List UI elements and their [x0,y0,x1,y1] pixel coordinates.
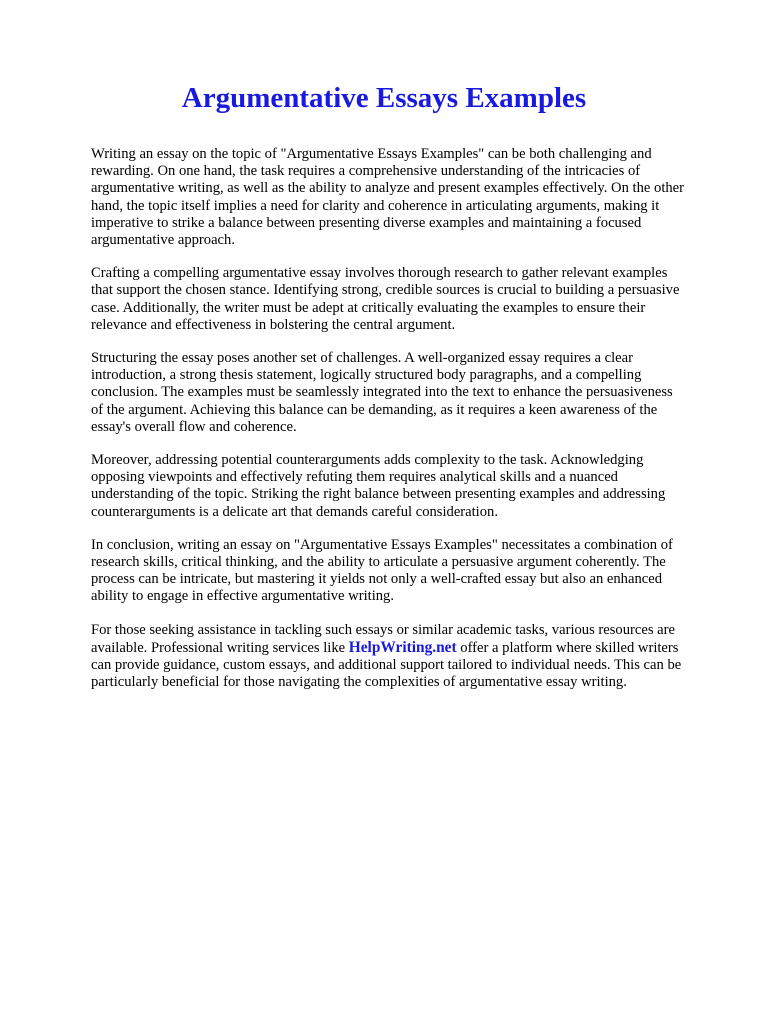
helpwriting-link[interactable]: HelpWriting.net [348,638,457,656]
document-body [91,146,687,707]
paragraph-2: Crafting a compelling argumentative essay involves thorough research to gather relevant examples that support the chosen stance. Identifying strong, credible sources is crucial to building a persuasive case. Additionally, the writer must be adept at critically evaluating the examples to ensure their relevance and effectiveness in bolstering the central argument. [91,265,680,333]
paragraph-3: Structuring the essay poses another set of challenges. A well-organized essay requires a clear introduction, a strong thesis statement, logically structured body paragraphs, and a compelling conclusion. The examples must be seamlessly integrated into the text to enhance the persuasiveness of the argument. Achieving this balance can be demanding, as it requires a keen awareness of the essay's overall flow and coherence. [91,350,673,435]
paragraph-1: Writing an essay on the topic of "Argumentative Essays Examples" can be both challenging and rewarding. On one hand, the task requires a comprehensive understanding of the intricacies of argumentative writing, as well as the ability to analyze and present examples effectively. On the other hand, the topic itself implies a need for clarity and coherence in articulating arguments, making it imperative to strike a balance between presenting diverse examples and maintaining a focused argumentative approach. [91,146,685,249]
paragraph-6 [91,622,687,692]
paragraph-4: Moreover, addressing potential counterarguments adds complexity to the task. Acknowledging opposing viewpoints and effectively refuting them requires analytical skills and a nuanced understanding of the topic. Striking the right balance between presenting examples and addressing counterarguments is a delicate art that demands careful consideration. [91,452,666,520]
paragraph-5: In conclusion, writing an essay on "Argumentative Essays Examples" necessitates a combination of research skills, critical thinking, and the ability to articulate a persuasive argument coherently. The process can be intricate, but mastering it yields not only a well-crafted essay but also an enhanced ability to engage in effective argumentative writing. [91,536,673,605]
page-title: Argumentative Essays Examples [181,82,587,114]
paragraph-6-after-link: offer a platform where skilled writers can provide guidance, custom essays, and additional support tailored to individual needs. This can be particularly beneficial for those navigating the complexities of argumentative essay writing. [91,639,682,691]
paragraph-6-before-link: For those seeking assistance in tackling such essays or similar academic tasks, various resources are available. Professional writing services like [91,621,675,656]
